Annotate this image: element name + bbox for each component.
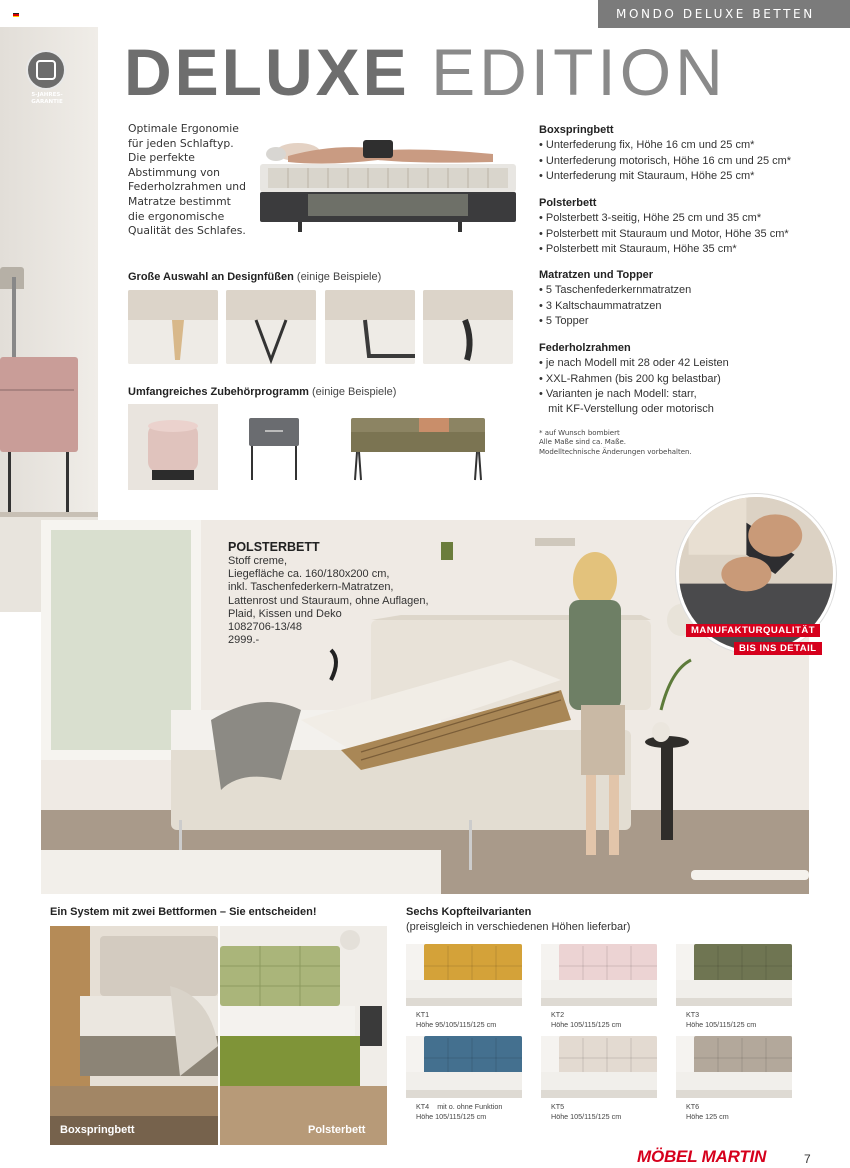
price: 2999.- xyxy=(228,634,260,647)
headboards-heading: Sechs Kopfteilvarianten xyxy=(406,906,532,918)
foot-example-hairpin xyxy=(226,290,316,364)
headboards-subheading: (preisgleich in verschiedenen Höhen lieferbar) xyxy=(406,921,631,933)
polsterbett-label: Polsterbett xyxy=(308,1124,366,1136)
page-title-bold: DELUXE xyxy=(124,35,410,109)
brand-logo: MÖBEL MARTIN xyxy=(637,1147,767,1166)
system-heading: Ein System mit zwei Bettformen – Sie entscheiden! xyxy=(50,906,317,918)
foot-example-wood xyxy=(128,290,218,364)
hero-product-description: POLSTERBETT Stoff creme, Liegefläche ca. 160/180x200 cm, inkl. Taschenfederkern-Matratzen, Lattenrost und Stauraum, ohne Auflagen, Plaid, Kissen und Deko 1082706-13/48 2999.- xyxy=(228,539,468,647)
spec-federholzrahmen: Federholzrahmen • je nach Modell mit 28 oder 42 Leisten • XXL-Rahmen (bis 200 kg belastbar) • Varianten je nach Modell: starr, mit KF-Verstellung oder motorisch xyxy=(539,342,729,416)
spec-polsterbett: Polsterbett • Polsterbett 3-seitig, Höhe 25 cm und 35 cm* • Polsterbett mit Stauraum und Motor, Höhe 35 cm* • Polsterbett mit Stauraum, Höhe 35 cm* xyxy=(539,197,789,255)
boxspringbett-photo xyxy=(50,926,218,1145)
footnotes: * auf Wunsch bombiert Alle Maße sind ca. Maße. Modelltechnische Änderungen vorbehalten. xyxy=(539,429,692,456)
warranty-badge-text: 5-JAHRES- GARANTIE xyxy=(31,92,63,105)
headboard-kt5-caption: KT5 Höhe 105/115/125 cm xyxy=(551,1102,622,1121)
accessory-pouf xyxy=(128,404,218,490)
headboard-kt4-image xyxy=(406,1036,522,1098)
page-number: 7 xyxy=(804,1152,811,1166)
foot-example-sled xyxy=(325,290,415,364)
flag-icon xyxy=(13,13,19,17)
headboard-kt4-caption: KT4 mit o. ohne Funktion Höhe 105/115/125 cm xyxy=(416,1102,503,1121)
page-title xyxy=(124,34,727,110)
boxspringbett-label: Boxspringbett xyxy=(60,1124,135,1136)
quality-tag-line2: BIS INS DETAIL xyxy=(734,642,822,655)
accessory-nightstand xyxy=(245,404,303,490)
headboard-kt2-caption: KT2 Höhe 105/115/125 cm xyxy=(551,1010,622,1029)
quality-tag-line1: MANUFAKTURQUALITÄT xyxy=(686,624,820,637)
accessory-bench xyxy=(347,404,489,490)
article-number: 1082706-13/48 xyxy=(228,621,303,634)
foot-example-curved xyxy=(423,290,513,364)
headboard-kt2-image xyxy=(541,944,657,1006)
headboard-kt5-image xyxy=(541,1036,657,1098)
section-header-band: MONDO DELUXE BETTEN xyxy=(598,0,850,28)
accessories-heading: Umfangreiches Zubehörprogramm (einige Beispiele) xyxy=(128,386,397,398)
polsterbett-photo xyxy=(220,926,387,1145)
spec-matratzen: Matratzen und Topper • 5 Taschenfederkernmatratzen • 3 Kaltschaummatratzen • 5 Topper xyxy=(539,269,692,327)
headboard-kt3-image xyxy=(676,944,792,1006)
feet-heading: Große Auswahl an Designfüßen (einige Beispiele) xyxy=(128,271,382,283)
hero-product-title: POLSTERBETT xyxy=(228,540,320,554)
boxspring-cutaway-image xyxy=(258,120,518,234)
intro-text: Optimale Ergonomie für jeden Schlaftyp. Die perfekte Abstimmung von Federholzrahmen und Matratze bestimmt die ergonomische Qualität des Schlafes. xyxy=(128,122,246,238)
spec-boxspring: Boxspringbett • Unterfederung fix, Höhe 16 cm und 25 cm* • Unterfederung motorisch, Höhe 16 cm und 25 cm* • Unterfederung mit Stauraum, Höhe 25 cm* xyxy=(539,124,792,182)
headboard-kt3-caption: KT3 Höhe 105/115/125 cm xyxy=(686,1010,757,1029)
headboard-kt6-image xyxy=(676,1036,792,1098)
page-title-light: EDITION xyxy=(431,35,727,109)
headboard-kt1-image xyxy=(406,944,522,1006)
headboard-kt1-caption: KT1 Höhe 95/105/115/125 cm xyxy=(416,1010,497,1029)
bed-warranty-icon xyxy=(36,60,56,80)
headboard-kt6-caption: KT6 Höhe 125 cm xyxy=(686,1102,729,1121)
